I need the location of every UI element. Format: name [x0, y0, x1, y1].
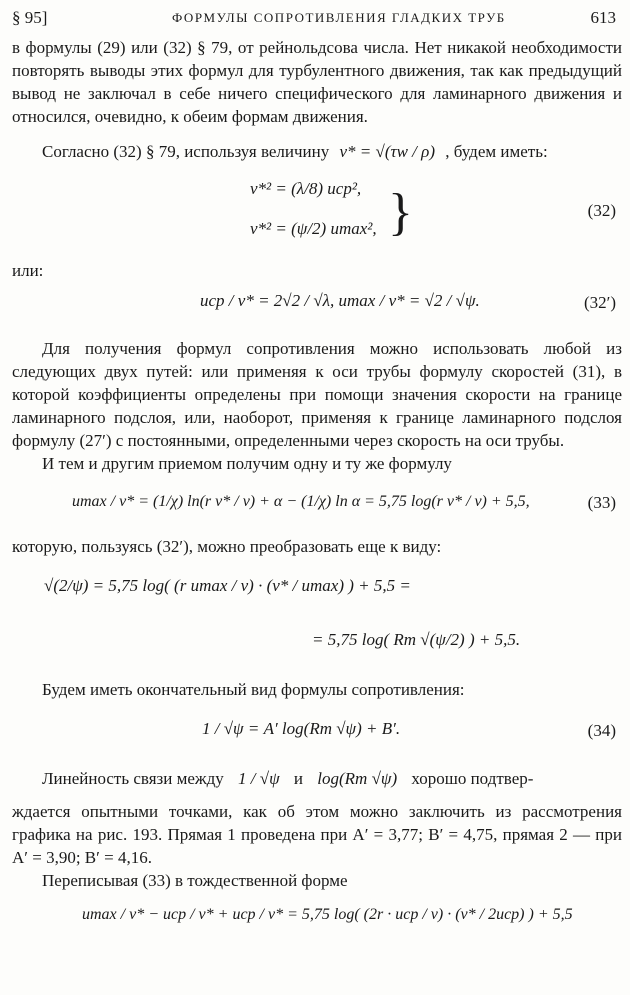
paragraph-3: Для получения формул сопротивления можно использовать любой из следующих двух путей: или применяя к оси трубы формулу скоростей (31), в которой коэффициенты определены при помощи значения скорости на границе ламинарного подслоя, или, наоборот, применяя к границе ламинарного подслоя формулу (27′) с постоянными, определенными через скорость на оси трубы.	[12, 339, 622, 450]
equation-transform	[12, 568, 622, 672]
page-header	[12, 6, 622, 36]
paragraph-9: Переписывая (33) в тождественной форме	[42, 871, 348, 890]
equation-32	[12, 179, 622, 257]
eq32p-number: (32′)	[583, 293, 616, 312]
paragraph-7: Линейность связи между 1 / √ψ и log(Rm √ψ) хорошо подтвер-	[42, 769, 534, 788]
inverse-sqrt-psi: 1 / √ψ	[238, 769, 280, 788]
word-or: или:	[12, 261, 44, 280]
eq32-line2: v*² = (ψ/2) umax²,	[250, 219, 377, 238]
paragraph-6: Будем иметь окончательный вид формулы сопротивления:	[42, 680, 465, 699]
eq34-expr: 1 / √ψ = A′ log(Rm √ψ) + B′.	[202, 719, 401, 738]
log-rm-sqrt-psi: log(Rm √ψ)	[317, 769, 398, 788]
page-number: 613	[590, 8, 616, 27]
equation-last	[12, 900, 622, 946]
curly-brace: }	[388, 184, 413, 241]
paragraph-5: которую, пользуясь (32′), можно преобразовать еще к виду:	[12, 537, 442, 556]
paragraph-2: Согласно (32) § 79, используя величину v* = √(τw / ρ) , будем иметь:	[42, 142, 548, 161]
eq33-expr: umax / v* = (1/χ) ln(r v* / ν) + α − (1/χ) ln α = 5,75 log(r v* / ν) + 5,5,	[72, 493, 530, 510]
equation-34	[12, 711, 622, 757]
transform-line2: = 5,75 log( Rm √(ψ/2) ) + 5,5.	[312, 630, 521, 649]
eq34-number: (34)	[587, 721, 616, 740]
transform-line1: √(2/ψ) = 5,75 log( (r umax / ν) · (v* / umax) ) + 5,5 =	[44, 576, 411, 595]
equation-32-prime	[12, 283, 622, 329]
book-page	[12, 6, 622, 946]
eq32-line1: v*² = (λ/8) uср²,	[250, 179, 362, 198]
equation-33	[12, 483, 622, 529]
section-ref: § 95]	[12, 8, 48, 27]
paragraph-1: в формулы (29) или (32) § 79, от рейнольдсова числа. Нет никакой необходимости повторять выводы этих формул для турбулентного движения, так как предыдущий вывод не заключал в себе ничего специфического для ламинарного движения и относился, очевидно, к обеим формам движения.	[12, 38, 622, 126]
paragraph-8: ждается опытными точками, как об этом можно заключить из рассмотрения графика на рис. 193. Прямая 1 проведена при A′ = 3,77; B′ = 4,75, прямая 2 — при A′ = 3,90; B′ = 4,16.	[12, 802, 622, 867]
last-eq-expr: umax / v* − uср / v* + uср / v* = 5,75 log( (2r · uср / ν) · (v* / 2uср) ) + 5,5	[82, 906, 573, 923]
eq32-number: (32)	[587, 201, 616, 220]
paragraph-4: И тем и другим приемом получим одну и ту же формулу	[42, 454, 452, 473]
friction-velocity-expr: v* = √(τw / ρ)	[339, 142, 435, 161]
eq32p-expr: uср / v* = 2√2 / √λ, umax / v* = √2 / √ψ.	[200, 291, 480, 310]
eq33-number: (33)	[587, 493, 616, 512]
running-title: ФОРМУЛЫ СОПРОТИВЛЕНИЯ ГЛАДКИХ ТРУБ	[172, 10, 506, 25]
